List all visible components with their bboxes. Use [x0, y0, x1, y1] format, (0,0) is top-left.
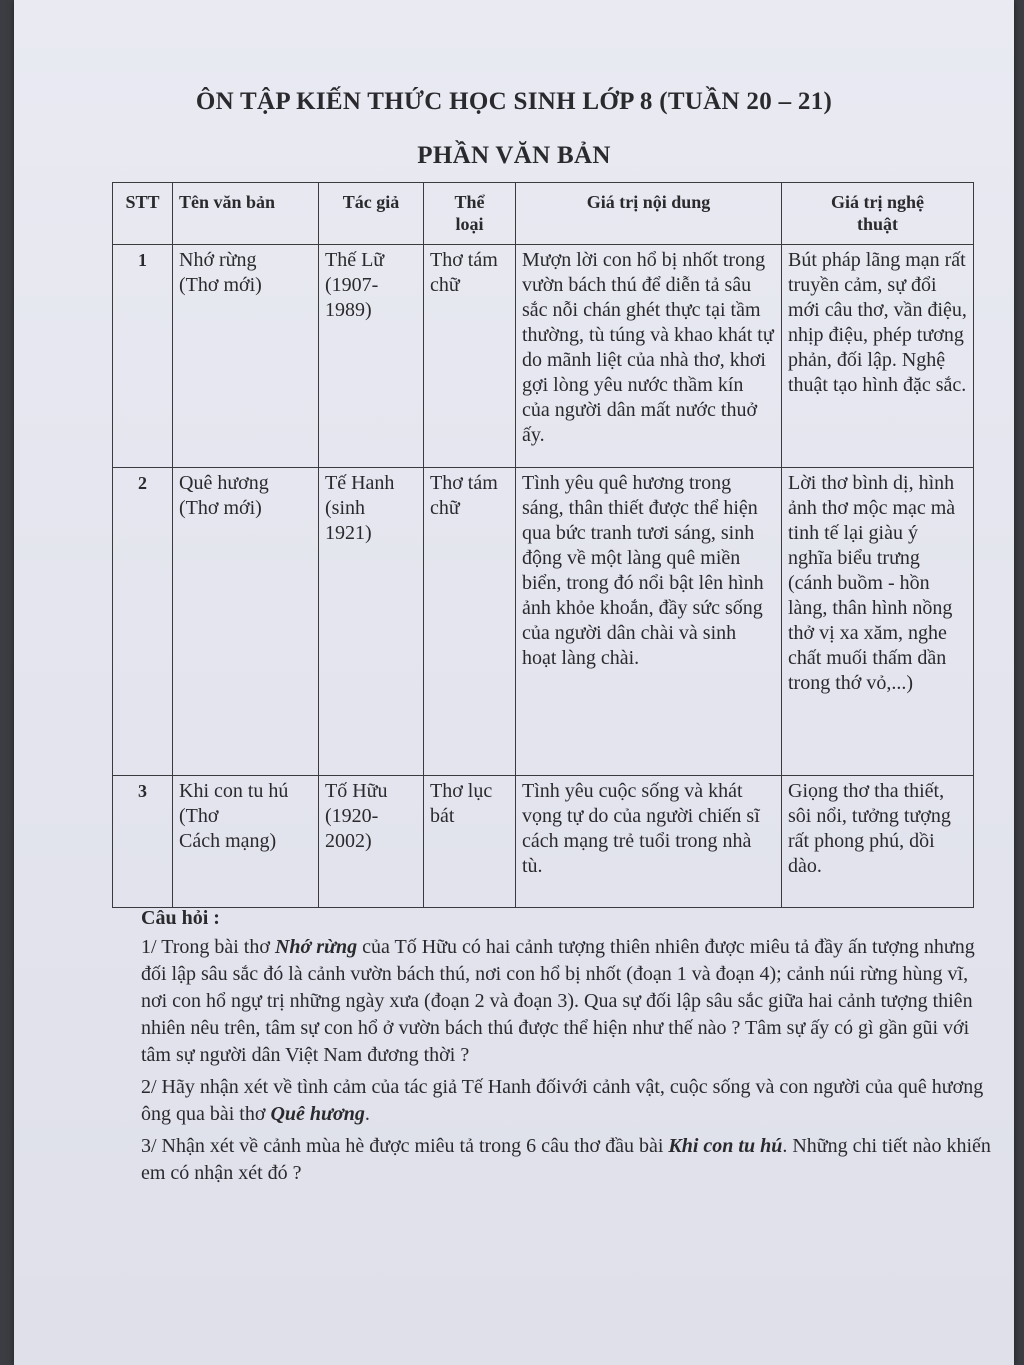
- question-2-rest: .: [364, 1103, 370, 1125]
- header-art: Giá trị nghệ thuật: [782, 183, 974, 245]
- table-row: [113, 468, 974, 776]
- cell-content: Tình yêu cuộc sống và khát vọng tự do của người chiến sĩ cách mạng trẻ tuổi trong nhà tù.: [516, 776, 782, 908]
- questions-heading: Câu hỏi :: [141, 907, 220, 929]
- cell-genre: Thơ tám chữ: [424, 468, 516, 776]
- question-3: [141, 1133, 991, 1187]
- question-3-rest: . Những chi tiết nào khiến em có nhận xét đó ?: [141, 1135, 991, 1184]
- cell-author: Thế Lữ (1907- 1989): [319, 245, 424, 468]
- table-row: [113, 776, 974, 908]
- questions-section: [141, 905, 991, 1192]
- cell-art: Bút pháp lãng mạn rất truyền cảm, sự đổi mới câu thơ, vần điệu, nhịp điệu, phép tương phản, đối lập. Nghệ thuật tạo hình đặc sắc.: [782, 245, 974, 468]
- header-content: Giá trị nội dung: [516, 183, 782, 245]
- cell-author: Tố Hữu (1920- 2002): [319, 776, 424, 908]
- question-2-title: Quê hương: [270, 1103, 365, 1125]
- table-row: [113, 245, 974, 468]
- cell-author: Tế Hanh (sinh 1921): [319, 468, 424, 776]
- cell-content: Mượn lời con hổ bị nhốt trong vườn bách thú để diễn tả sâu sắc nỗi chán ghét thực tại tầm thường, tù túng và khao khát tự do mãnh liệt của nhà thơ, khơi gợi lòng yêu nước thầm kín của người dân mất nước thuở ấy.: [516, 245, 782, 468]
- document-title: ÔN TẬP KIẾN THỨC HỌC SINH LỚP 8 (TUẦN 20 – 21): [195, 88, 833, 115]
- header-author: Tác giả: [319, 183, 424, 245]
- question-2-prefix: 2/ Hãy nhận xét về tình cảm của tác giả Tế Hanh đốivới cảnh vật, cuộc sống và con người của quê hương ông qua bài thơ: [141, 1076, 984, 1125]
- header-genre: Thể loại: [424, 183, 516, 245]
- question-3-title: Khi con tu hú: [668, 1135, 783, 1157]
- table-header-row: [113, 183, 974, 245]
- cell-name: Nhớ rừng (Thơ mới): [173, 245, 319, 468]
- cell-art: Lời thơ bình dị, hình ảnh thơ mộc mạc mà tinh tế lại giàu ý nghĩa biểu trưng (cánh buồm - hồn làng, thân hình nồng thở vị xa xăm, nghe chất muối thấm dần trong thớ vỏ,...): [782, 468, 974, 776]
- cell-genre: Thơ lục bát: [424, 776, 516, 908]
- paper-sheet: [14, 0, 1014, 1365]
- question-3-prefix: 3/ Nhận xét về cảnh mùa hè được miêu tả trong 6 câu thơ đầu bài: [141, 1135, 669, 1157]
- cell-stt: 2: [113, 468, 173, 776]
- question-2: [141, 1074, 991, 1128]
- cell-art: Giọng thơ tha thiết, sôi nổi, tưởng tượng rất phong phú, dồi dào.: [782, 776, 974, 908]
- cell-content: Tình yêu quê hương trong sáng, thân thiết được thể hiện qua bức tranh tươi sáng, sinh động về một làng quê miền biển, trong đó nổi bật lên hình ảnh khỏe khoắn, đầy sức sống của người dân chài và sinh hoạt làng chài.: [516, 468, 782, 776]
- question-1: [141, 934, 991, 1069]
- cell-stt: 3: [113, 776, 173, 908]
- question-1-rest: của Tố Hữu có hai cảnh tượng thiên nhiên được miêu tả đầy ấn tượng nhưng đối lập sâu sắc đó là cảnh vườn bách thú, nơi con hổ bị nhốt (đoạn 1 và đoạn 4); cảnh núi rừng hùng vĩ, nơi con hổ ngự trị những ngày xưa (đoạn 2 và đoạn 3). Qua sự đối lập sâu sắc giữa hai cảnh tượng thiên nhiên nêu trên, tâm sự con hổ ở vườn bách thú được thể hiện như thế nào ? Tâm sự ấy có gì gần gũi với tâm sự người dân Việt Nam đương thời ?: [141, 936, 975, 1066]
- question-1-prefix: 1/ Trong bài thơ: [141, 936, 275, 958]
- cell-stt: 1: [113, 245, 173, 468]
- document-subtitle: PHẦN VĂN BẢN: [417, 142, 611, 169]
- cell-name: Khi con tu hú (Thơ Cách mạng): [173, 776, 319, 908]
- question-1-title: Nhớ rừng: [274, 936, 358, 958]
- cell-genre: Thơ tám chữ: [424, 245, 516, 468]
- summary-table: [112, 182, 974, 908]
- cell-name: Quê hương (Thơ mới): [173, 468, 319, 776]
- header-stt: STT: [113, 183, 173, 245]
- header-name: Tên văn bản: [173, 183, 319, 245]
